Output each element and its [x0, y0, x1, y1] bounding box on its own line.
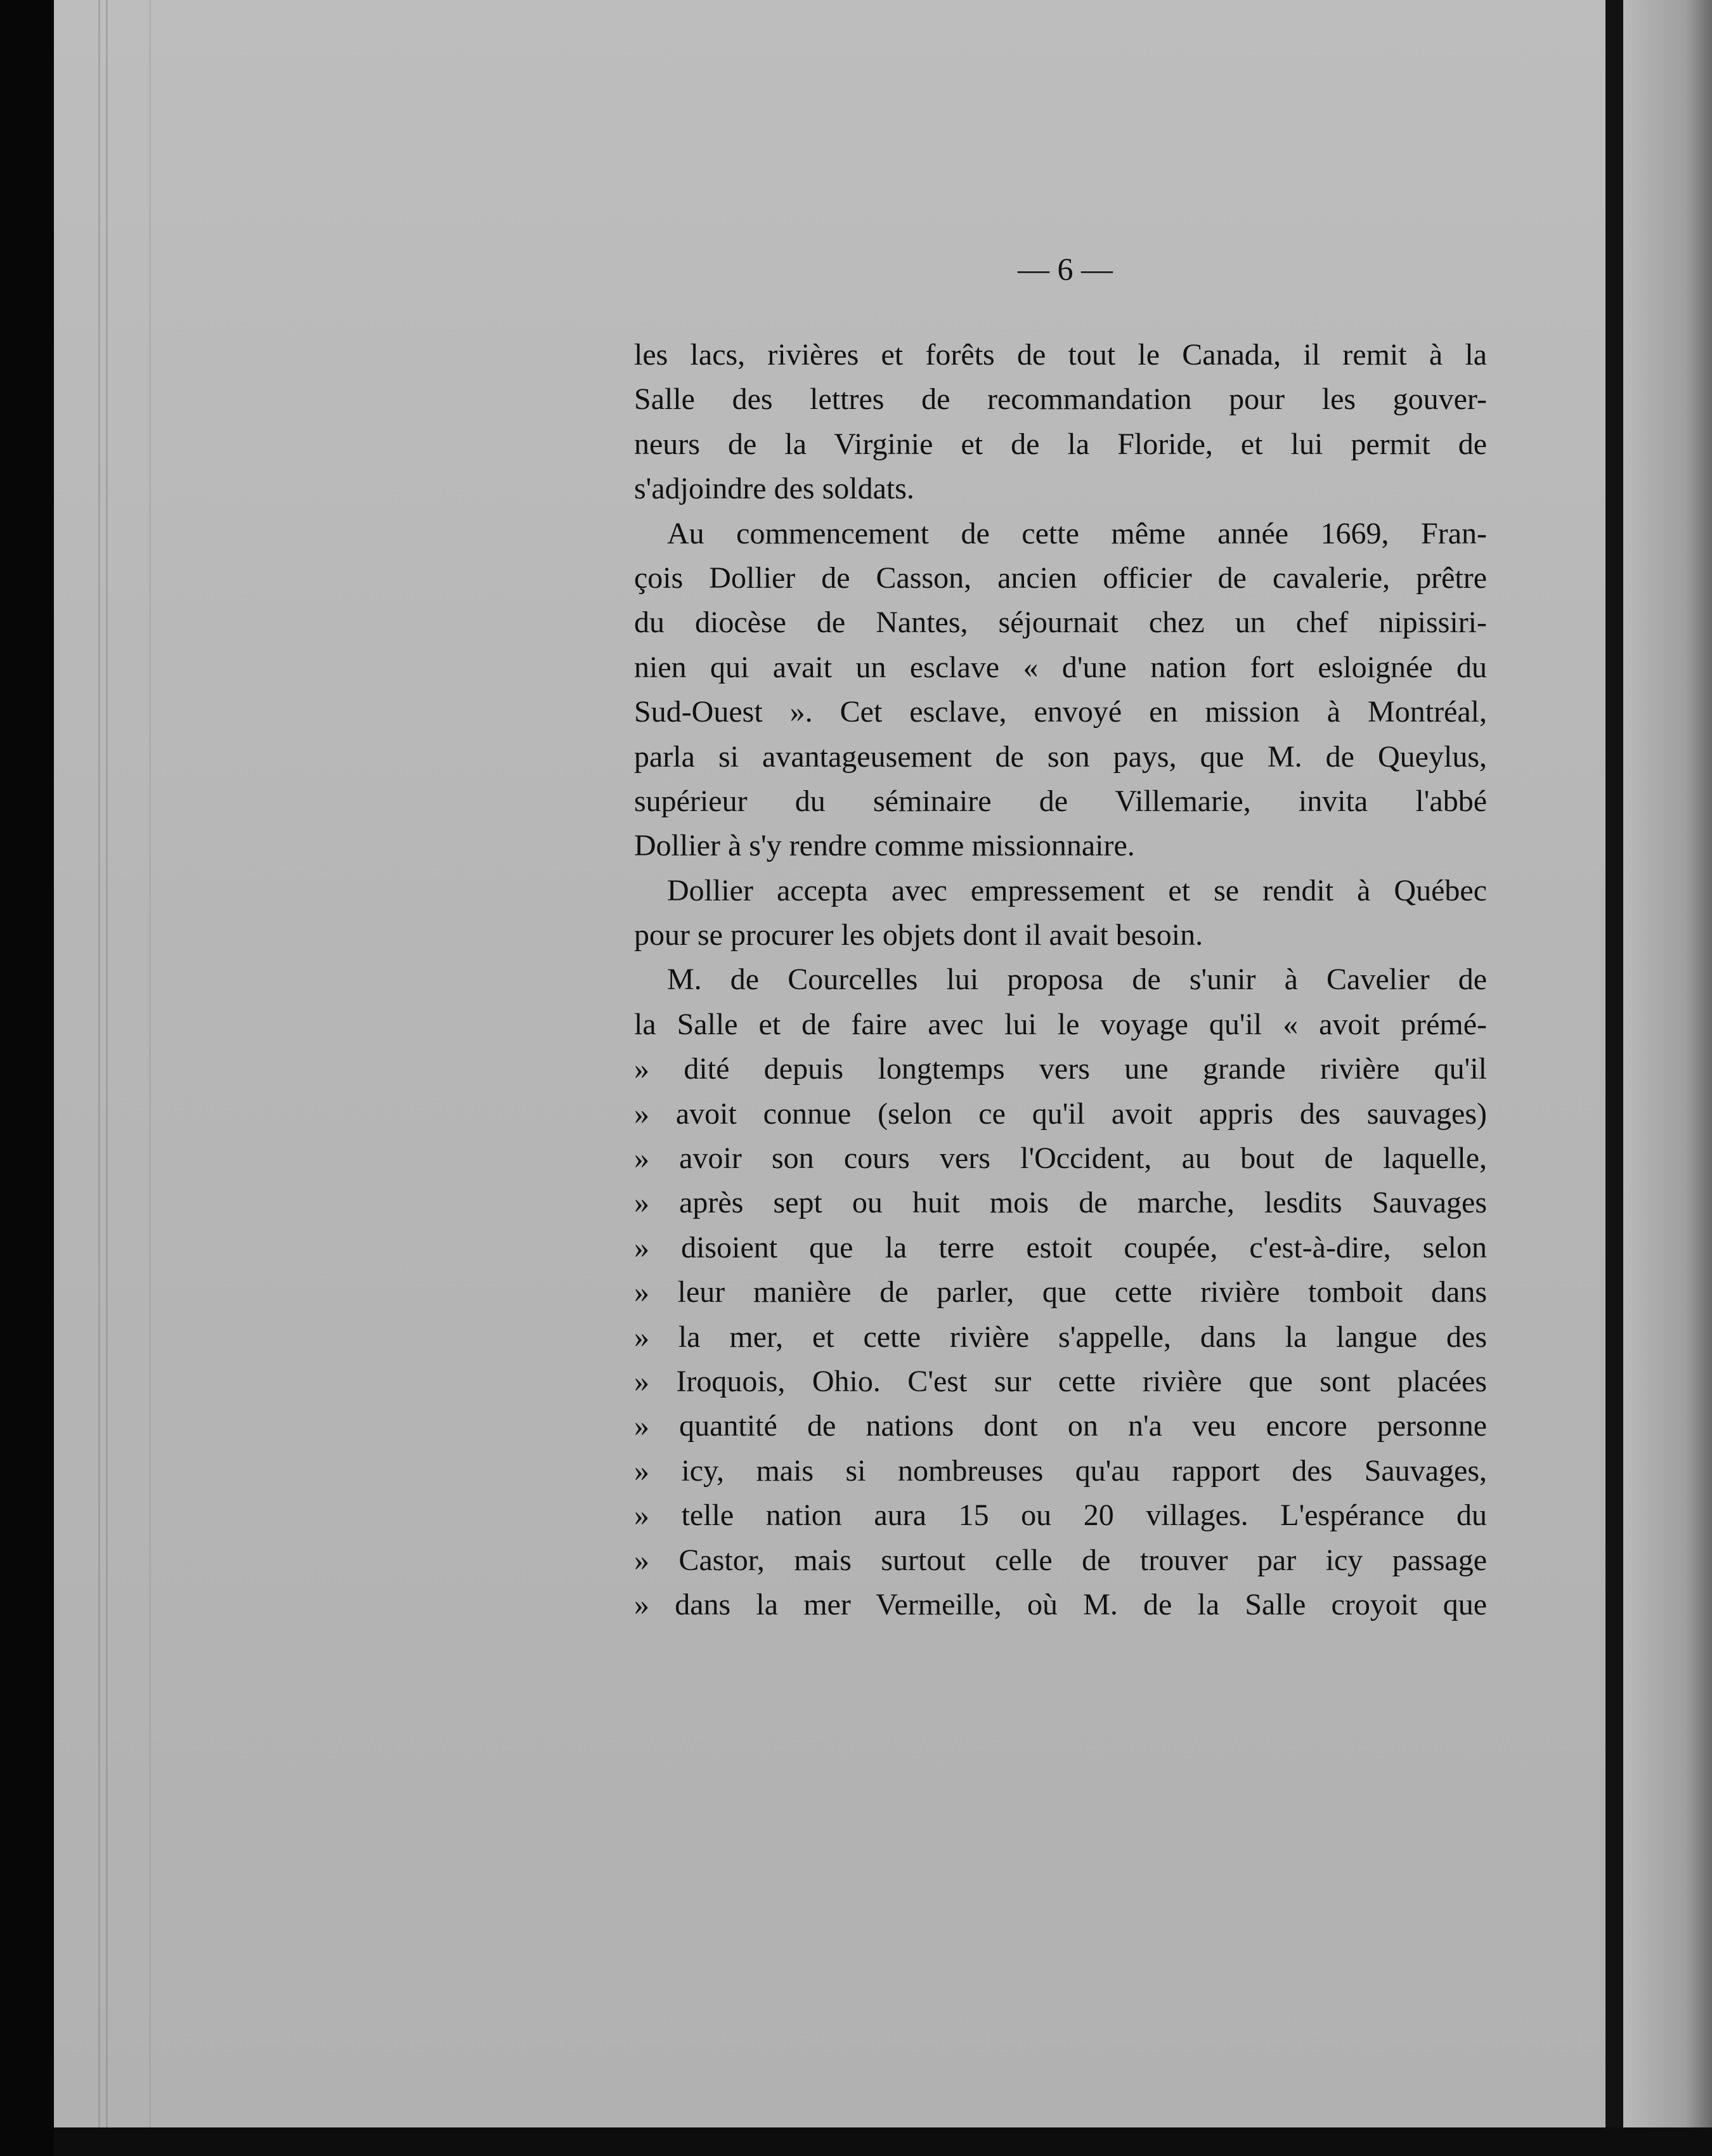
text-line: » Iroquois, Ohio. C'est sur cette rivière que sont placées — [634, 1364, 1487, 1398]
text-line: Dollier accepta avec empressement et se rendit à Québec — [667, 873, 1487, 907]
text-line: » quantité de nations dont on n'a veu encore personne — [634, 1409, 1487, 1443]
text-line: » avoit connue (selon ce qu'il avoit appris des sauvages) — [634, 1096, 1487, 1131]
text-line: les lacs, rivières et forêts de tout le Canada, il remit à la — [634, 338, 1487, 372]
text-line: » avoir son cours vers l'Occident, au bout de laquelle, — [634, 1141, 1487, 1176]
text-line: Sud-Ouest ». Cet esclave, envoyé en mission à Montréal, — [634, 695, 1487, 729]
text-line: M. de Courcelles lui proposa de s'unir à Cavelier de — [667, 963, 1487, 997]
text-line: Au commencement de cette même année 1669, Fran- — [667, 516, 1487, 550]
text-line: » icy, mais si nombreuses qu'au rapport des Sauvages, — [634, 1453, 1487, 1488]
text-line: » Castor, mais surtout celle de trouver par icy passage — [634, 1543, 1487, 1577]
text-line: Dollier à s'y rendre comme missionnaire. — [634, 829, 1135, 863]
text-line: parla si avantageusement de son pays, que M. de Queylus, — [634, 739, 1487, 774]
text-line: » leur manière de parler, que cette rivière tomboit dans — [634, 1275, 1487, 1309]
page-number: — 6 — — [1018, 251, 1113, 287]
scan-right-edge — [1623, 0, 1712, 2156]
text-line: » la mer, et cette rivière s'appelle, dans la langue des — [634, 1320, 1487, 1354]
text-line: » après sept ou huit mois de marche, lesdits Sauvages — [634, 1186, 1487, 1220]
text-line: la Salle et de faire avec lui le voyage qu'il « avoit prémé- — [634, 1007, 1487, 1041]
text-line: nien qui avait un esclave « d'une nation fort esloignée du — [634, 650, 1487, 684]
scan-bottom-border — [54, 2127, 1712, 2156]
text-line: » disoient que la terre estoit coupée, c'est-à-dire, selon — [634, 1230, 1487, 1264]
text-line: supérieur du séminaire de Villemarie, invita l'abbé — [634, 784, 1487, 818]
scan-right-stripe — [1605, 0, 1623, 2156]
text-line: Salle des lettres de recommandation pour les gouver- — [634, 382, 1487, 417]
text-line: » dité depuis longtemps vers une grande rivière qu'il — [634, 1052, 1487, 1086]
binding-streak — [149, 0, 151, 2127]
binding-streak — [98, 0, 100, 2127]
text-line: » dans la mer Vermeille, où M. de la Salle croyoit que — [634, 1587, 1487, 1621]
scan-left-border — [0, 0, 54, 2156]
text-line: pour se procurer les objets dont il avait besoin. — [634, 918, 1203, 952]
text-line: s'adjoindre des soldats. — [634, 472, 914, 506]
text-line: çois Dollier de Casson, ancien officier de cavalerie, prêtre — [634, 561, 1487, 595]
binding-streak — [106, 0, 108, 2127]
text-line: neurs de la Virginie et de la Floride, et lui permit de — [634, 427, 1487, 461]
text-line: » telle nation aura 15 ou 20 villages. L'espérance du — [634, 1498, 1487, 1533]
body-text — [634, 333, 1487, 1627]
text-line: du diocèse de Nantes, séjournait chez un chef nipissiri- — [634, 606, 1487, 640]
